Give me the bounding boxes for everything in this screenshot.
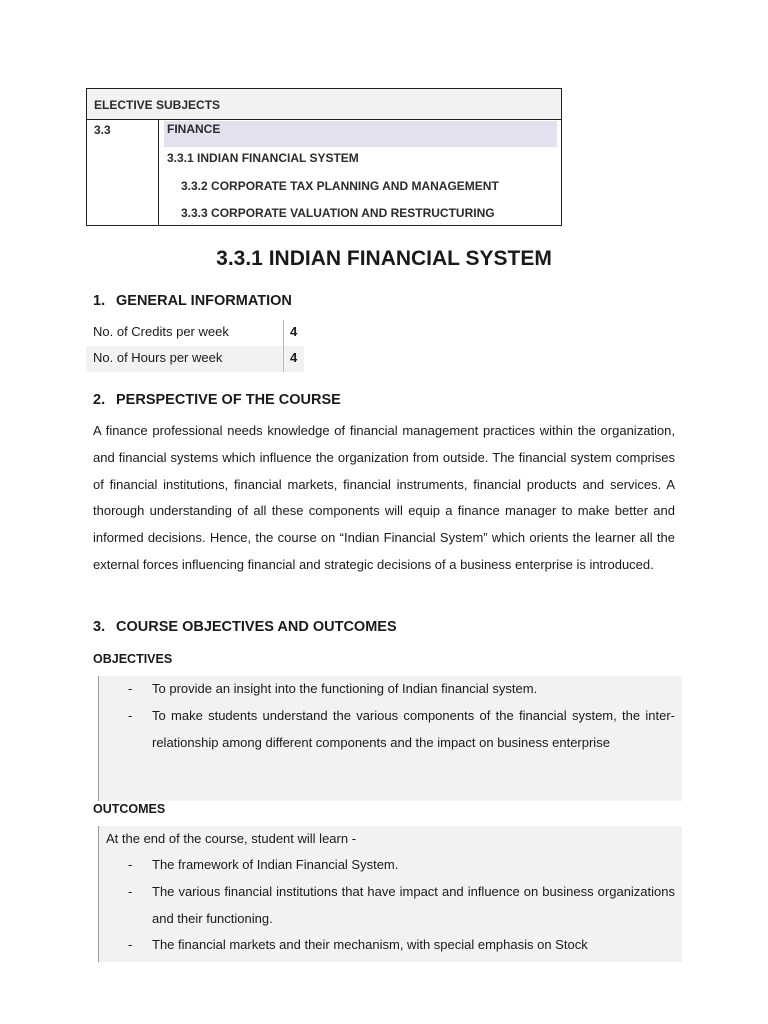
info-value: 4 [283,320,297,346]
elective-item-corporate-tax: 3.3.2 CORPORATE TAX PLANNING AND MANAGEMENT [181,179,499,193]
section-number: 3. [93,619,106,635]
list-item [99,703,682,757]
general-info-table [86,320,304,372]
table-row [86,346,304,372]
outcome-text: The framework of Indian Financial System. [152,857,399,872]
outcomes-heading: OUTCOMES [93,802,166,816]
elective-item-corporate-valuation: 3.3.3 CORPORATE VALUATION AND RESTRUCTURING [181,206,495,220]
outcomes-intro: At the end of the course, student will learn - [106,831,357,846]
objectives-heading: OBJECTIVES [93,652,173,666]
elective-item-finance: FINANCE [164,121,557,147]
dash-bullet: - [128,883,133,899]
dash-bullet: - [128,857,133,872]
outcomes-box [98,826,682,962]
list-item [99,932,682,959]
section-title: PERSPECTIVE OF THE COURSE [116,392,341,408]
objectives-list [99,676,682,756]
objective-text: To make students understand the various components of the financial system, the inter-relationship among different components and the impact on business enterprise [152,707,675,750]
dash-bullet: - [128,707,133,723]
page-title: 3.3.1 INDIAN FINANCIAL SYSTEM [216,247,552,270]
info-label: No. of Credits per week [93,324,229,339]
perspective-paragraph: A finance professional needs knowledge of financial management practices within the organization, and financial systems which influence the organization from outside. The financial system comprises of financial institutions, financial markets, financial instruments, financial products and services. A thorough understanding of all these components will equip a finance manager to make better and informed decisions. Hence, the course on “Indian Financial System” which orients the learner all the external forces influencing financial and strategic decisions of a business enterprise is introduced. [93,423,675,572]
section-number: 1. [93,293,106,309]
info-label: No. of Hours per week [93,350,223,365]
elective-subjects-table [86,88,562,226]
elective-subjects-header: ELECTIVE SUBJECTS [87,89,561,120]
list-item [99,676,682,703]
list-item [99,852,682,879]
info-value: 4 [283,346,297,372]
elective-item-indian-financial-system: 3.3.1 INDIAN FINANCIAL SYSTEM [167,151,359,165]
dash-bullet: - [128,681,133,696]
outcomes-list [99,852,682,959]
section-general-heading [93,293,292,309]
outcome-text: The various financial institutions that have impact and influence on business organizations and their functioning. [152,883,675,926]
objective-text: To provide an insight into the functioning of Indian financial system. [152,681,538,696]
dash-bullet: - [128,937,133,953]
section-objectives-outcomes-heading [93,619,397,635]
section-perspective-heading [93,392,341,408]
objectives-box [98,676,682,801]
list-item [99,879,682,933]
section-title: COURSE OBJECTIVES AND OUTCOMES [116,619,397,635]
section-number: 2. [93,392,106,408]
outcome-text: The financial markets and their mechanism, with special emphasis on Stock [152,937,588,953]
table-row [86,320,304,346]
elective-code-cell: 3.3 [87,120,159,226]
section-title: GENERAL INFORMATION [116,293,292,309]
